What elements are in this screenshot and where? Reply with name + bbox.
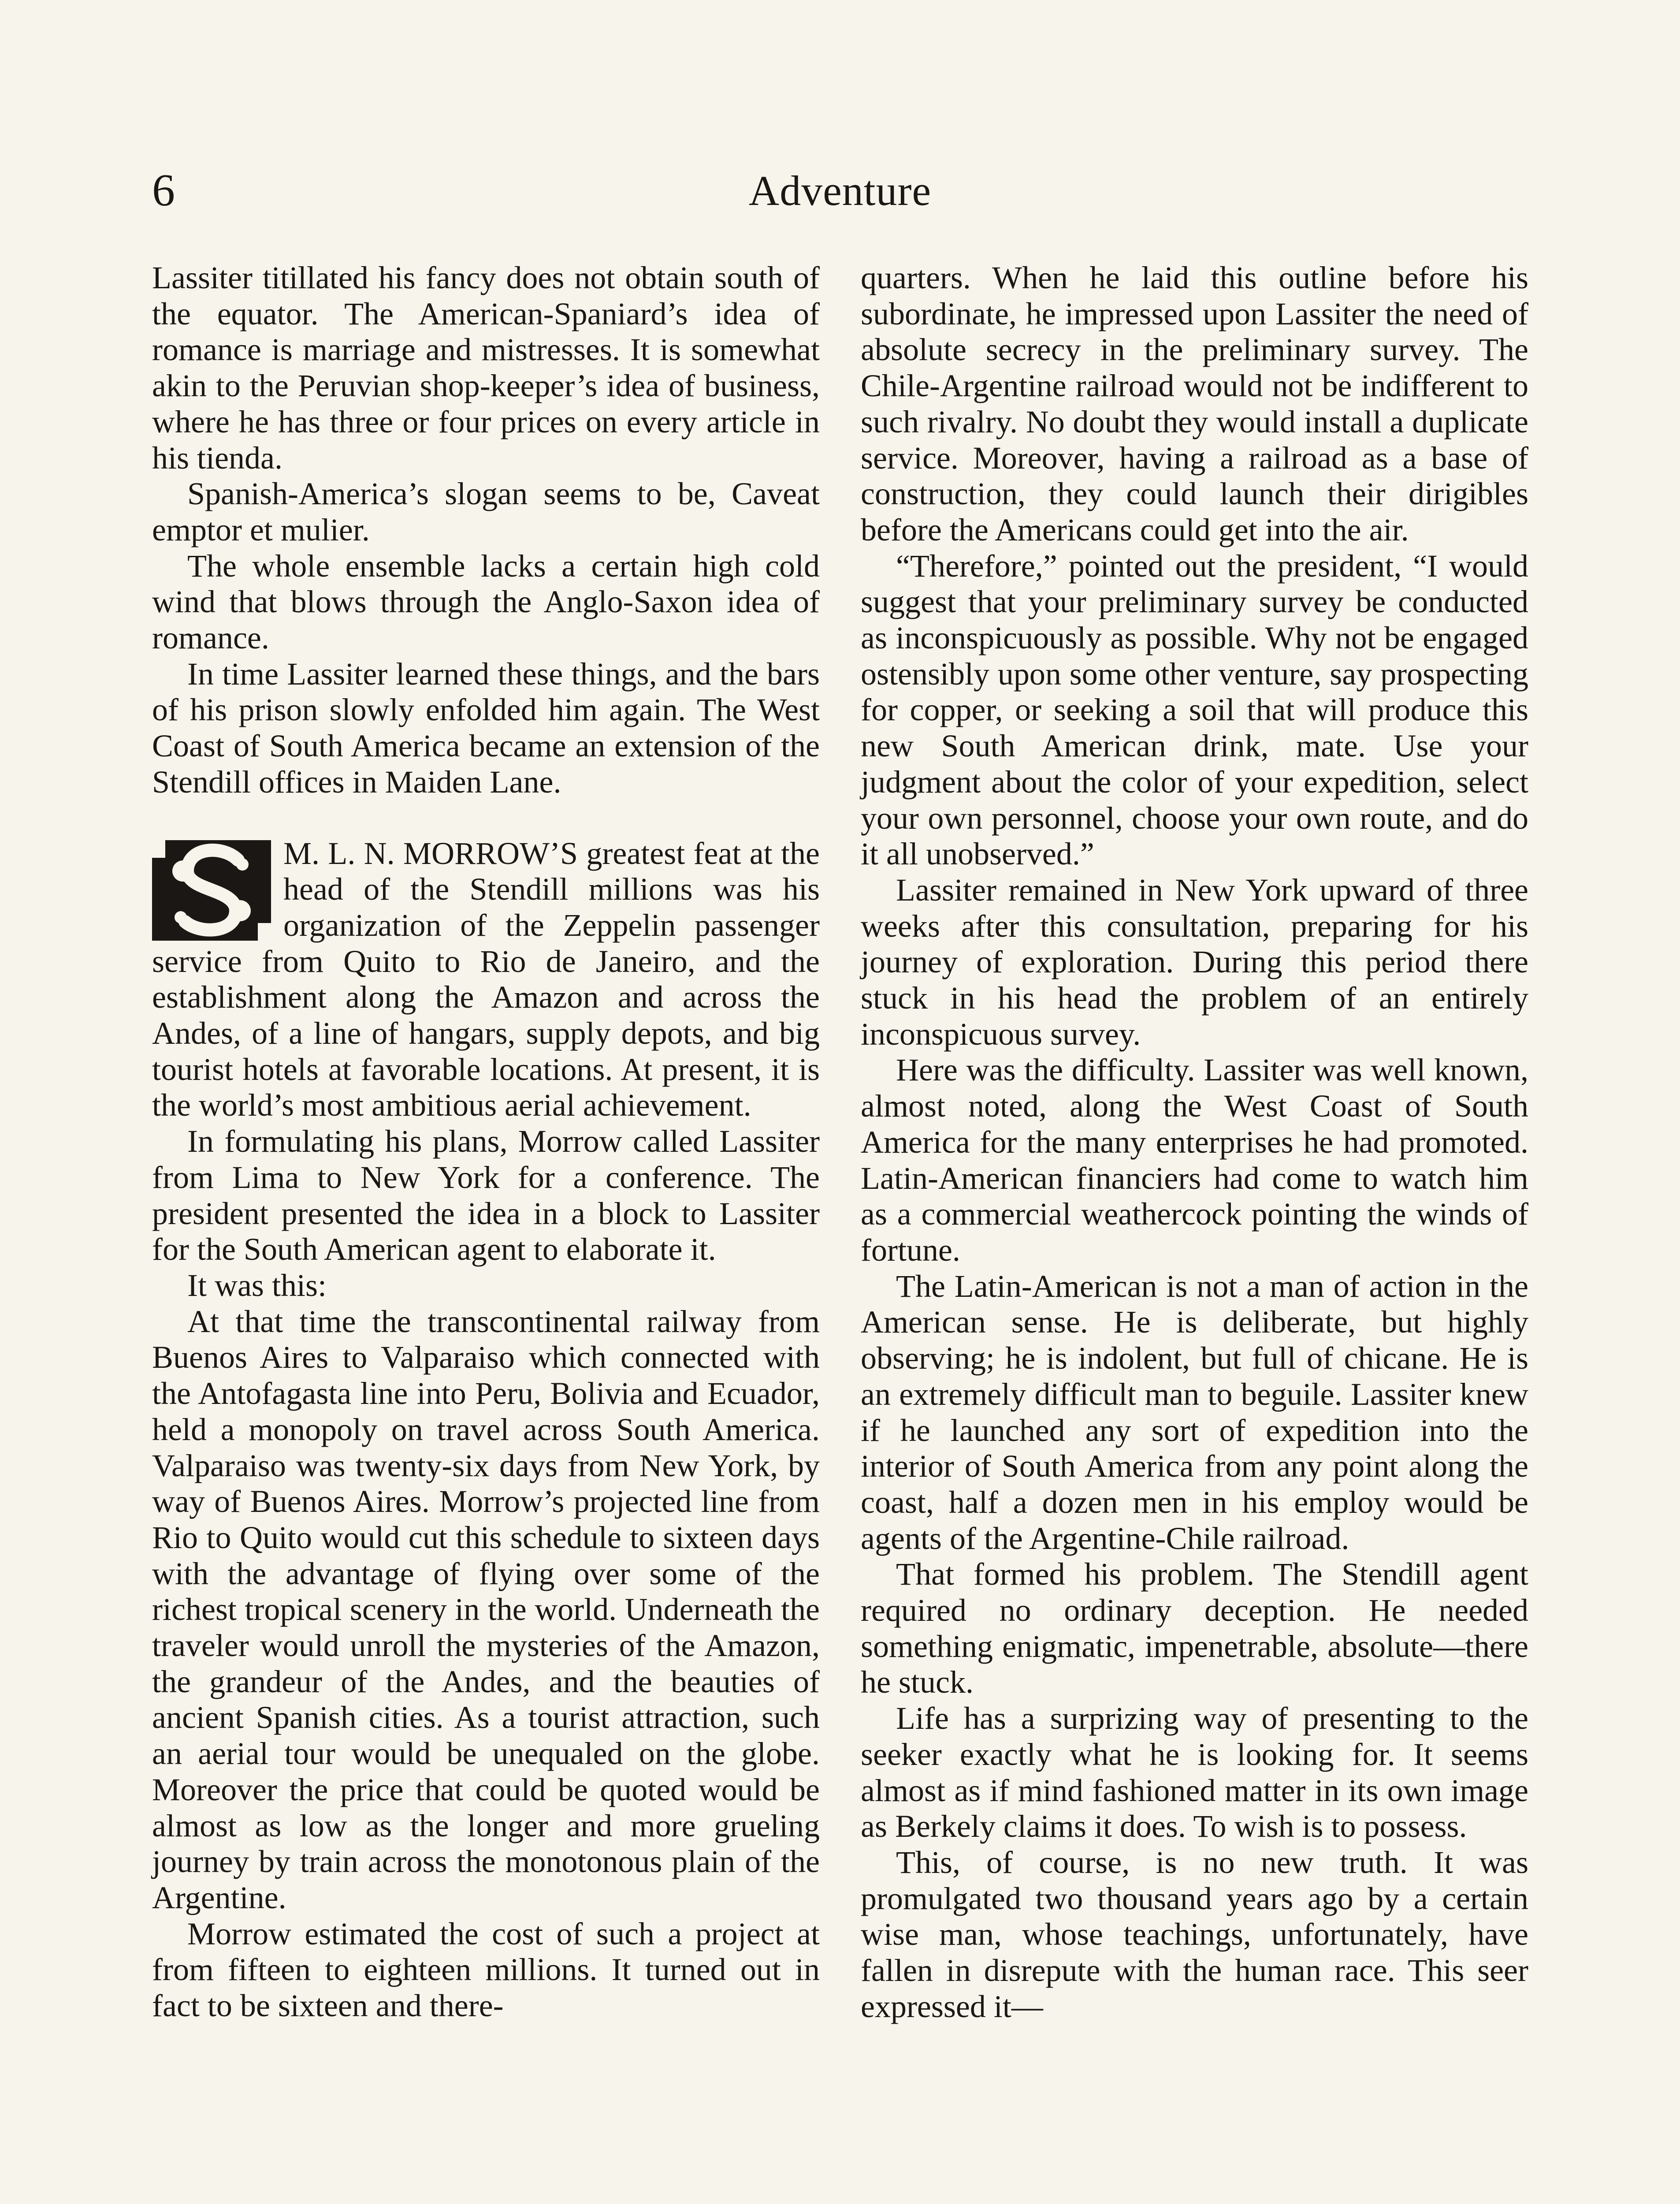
paragraph: That formed his problem. The Stendill agent required no ordinary deception. He needed something enigmatic, impenetrable, absolute—there he stuck. <box>861 1556 1528 1700</box>
left-column <box>152 260 820 2024</box>
paragraph: This, of course, is no new truth. It was promulgated two thousand years ago by a certain wise man, whose teachings, unfortunately, have fallen in disrepute with the human race. This seer expressed it— <box>861 1844 1528 2024</box>
paragraph: In formulating his plans, Morrow called Lassiter from Lima to New York for a conference. The president presented the idea in a block to Lassiter for the South American agent to elaborate it. <box>152 1124 820 1267</box>
paragraph: The whole ensemble lacks a certain high cold wind that blows through the Anglo-Saxon idea of romance. <box>152 548 820 656</box>
paragraph: Lassiter remained in New York upward of three weeks after this consultation, preparing for his journey of exploration. During this period there stuck in his head the problem of an entirely inconspicuous survey. <box>861 872 1528 1052</box>
paragraph: M. L. N. MORROW’S greatest feat at the head of the Stendill millions was his organization of the Zeppelin passenger service from Quito to Rio de Janeiro, and the establishment along the Amazon and across the Andes, of a line of hangars, supply depots, and big tourist hotels at favorable locations. At present, it is the world’s most ambitious aerial achievement. <box>152 835 820 1123</box>
right-column <box>861 260 1528 2025</box>
paragraph: Spanish-America’s slogan seems to be, Caveat emptor et mulier. <box>152 476 820 547</box>
drop-cap-s-ornament <box>152 840 271 941</box>
paragraph: “Therefore,” pointed out the president, “I would suggest that your preliminary survey be conducted as inconspicuously as possible. Why not be engaged ostensibly upon some other venture, say prospecting for copper, or seeking a soil that will produce this new South American drink, mate. Use your judgment about the color of your expedition, select your own personnel, choose your own route, and do it all unobserved.” <box>861 548 1528 872</box>
paragraph: quarters. When he laid this outline before his subordinate, he impressed upon Lassiter the need of absolute secrecy in the preliminary survey. The Chile-Argentine railroad would not be indifferent to such rivalry. No doubt they would install a duplicate service. Moreover, having a railroad as a base of construction, they could launch their dirigibles before the Americans could get into the air. <box>861 260 1528 547</box>
paragraph: The Latin-American is not a man of action in the American sense. He is deliberate, but highly observing; he is indolent, but full of chicane. He is an extremely difficult man to beguile. Lassiter knew if he launched any sort of expedition into the interior of South America from any point along the coast, half a dozen men in his employ would be agents of the Argentine-Chile railroad. <box>861 1268 1528 1556</box>
paragraph: Here was the difficulty. Lassiter was well known, almost noted, along the West Coast of South America for the many enterprises he had promoted. Latin-American financiers had come to watch him as a commercial weathercock pointing the winds of fortune. <box>861 1052 1528 1268</box>
running-title: Adventure <box>748 167 932 214</box>
paragraph: Lassiter titillated his fancy does not obtain south of the equator. The American-Spaniard’s idea of romance is marriage and mistresses. It is somewhat akin to the Peruvian shop-keeper’s idea of business, where he has three or four prices on every article in his tienda. <box>152 260 820 476</box>
paragraph: Life has a surprizing way of presenting to the seeker exactly what he is looking for. It seems almost as if mind fashioned matter in its own image as Berkely claims it does. To wish is to possess. <box>861 1701 1528 1844</box>
paragraph: In time Lassiter learned these things, and the bars of his prison slowly enfolded him again. The West Coast of South America became an extension of the Stendill offices in Maiden Lane. <box>152 656 820 800</box>
paragraph: At that time the transcontinental railway from Buenos Aires to Valparaiso which connected with the Antofagasta line into Peru, Bolivia and Ecuador, held a monopoly on travel across South America. Valparaiso was twenty-six days from New York, by way of Buenos Aires. Morrow’s projected line from Rio to Quito would cut this schedule to sixteen days with the advantage of flying over some of the richest tropical scenery in the world. Underneath the traveler would unroll the mysteries of the Amazon, the grandeur of the Andes, and the beauties of ancient Spanish cities. As a tourist attraction, such an aerial tour would be unequaled on the globe. Moreover the price that could be quoted would be almost as low as the longer and more grueling journey by train across the monotonous plain of the Argentine. <box>152 1303 820 1915</box>
paragraph: It was this: <box>187 1267 327 1303</box>
page-number: 6 <box>152 165 175 216</box>
paragraph: Morrow estimated the cost of such a project at from fifteen to eighteen millions. It turned out in fact to be sixteen and there- <box>152 1916 820 2024</box>
